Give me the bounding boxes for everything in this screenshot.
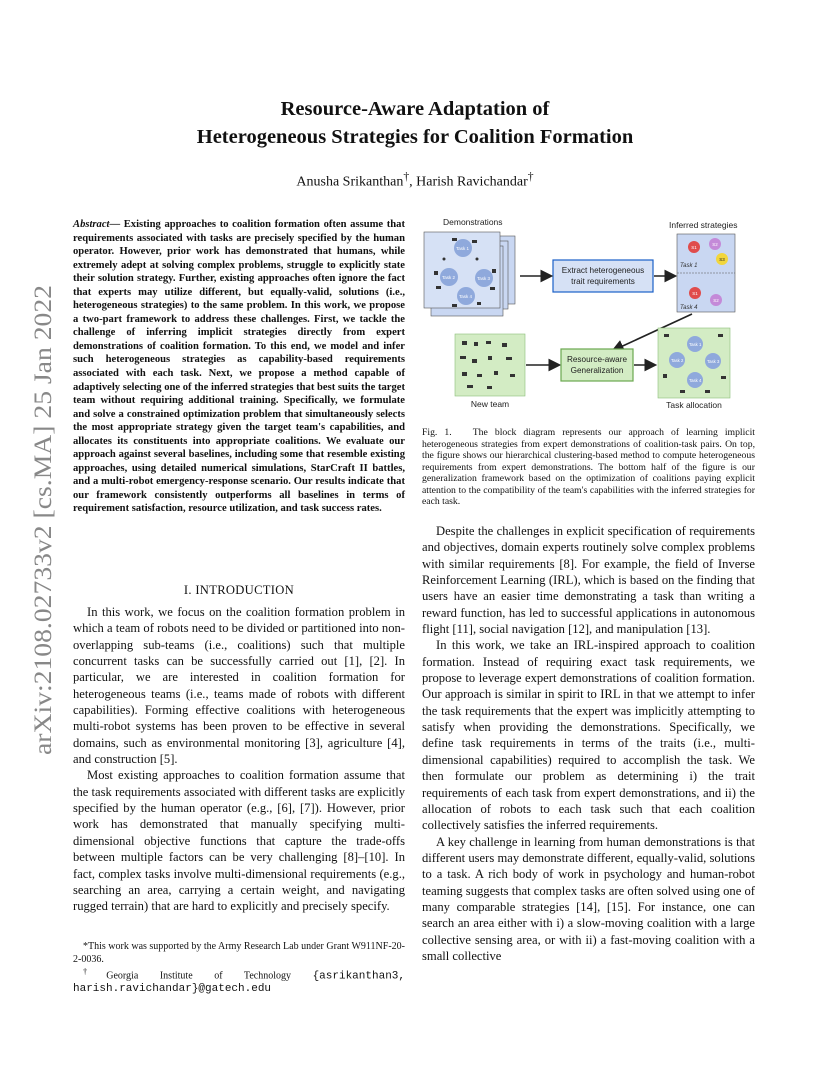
intro-paragraph-1: In this work, we focus on the coalition formation problem in which a team of robots need to be divided or partitioned into non-overlapping sub-teams (i.e., coalitions) such that multiple concurrent tasks can be successfully carried out [1], [2]. In particular, we are interested in coalition formation for heterogeneous teams (i.e., teams made of robots with different capabilities). Forming effective coalitions with heterogeneous multi-robot systems has been proven to be effective in several domains, such as environmental monitoring [3], agriculture [4], and construction [5].	[73, 605, 405, 767]
introduction-left	[73, 604, 405, 915]
svg-text:S1: S1	[691, 245, 697, 250]
authors: Anusha Srikanthan†, Harish Ravichandar†	[296, 170, 534, 190]
extract-line-1: Extract heterogeneous	[561, 266, 645, 275]
abstract-text: — Existing approaches to coalition formation often assume that requirements associated with tasks are precisely specified by the human operator. However, prior work has demonstrated that humans, while extremely adept at solving complex problems, struggle to explicitly state their solution strategy. Further, existing approaches often ignore the fact that experts may utilize different, but equally-valid, solutions (i.e., heterogeneous strategies) to the same problem. In this work, we propose a two-part framework to address these challenges. First, we tackle the challenge of inferring implicit strategies directly from expert demonstrations of coalition formation. To this end, we model and infer such heterogeneous strategies as capability-based requirements associated with each task. Next, we propose a method capable of adaptively selecting one of the inferred strategies that best suits the target team without requiring additional training. Specifically, we formulate and solve a constrained optimization problem that simultaneously selects the most appropriate strategy given the target team's capabilities, and allocates its constituents into appropriate coalitions. We evaluate our approach against several baselines, including some that resemble existing approaches, using detailed numerical simulations, StarCraft II battles, and a multi-robot emergency-response scenario. Our results indicate that our framework consistently outperforms all baselines in terms of requirement satisfaction, resource utilization, and task success rates.	[73, 219, 405, 515]
email-line-1: {asrikanthan3,	[312, 970, 405, 983]
abstract	[73, 218, 405, 516]
footnote-funding: *This work was supported by the Army Research Lab under Grant W911NF-20-2-0036.	[73, 941, 405, 965]
footnotes	[73, 941, 405, 996]
svg-text:S3: S3	[719, 257, 725, 262]
dagger-2: †	[527, 170, 534, 183]
arxiv-id: arXiv:2108.02733v2 [cs.MA] 25 Jan 2022	[28, 321, 57, 755]
demo-stack	[424, 232, 515, 316]
figure-caption	[422, 427, 755, 508]
label-inferred-strategies: Inferred strategies	[669, 220, 738, 230]
dagger-1: †	[403, 170, 410, 183]
right-paragraph-3: A key challenge in learning from human demonstrations is that different users may demonstrate different, equally-valid, solutions to a task. A rich body of work in psychology and human-robot teaming suggests that complex tasks are often solved using one of many comparable strategies [14], [15]. For instance, one can search an area either with i) a slow-moving coalition with a large collective sensing area, or with ii) a fast-moving coalition with a small collective	[422, 834, 755, 963]
right-paragraph-2: In this work, we take an IRL-inspired approach to coalition formation. Instead of requiring exact task requirements, we propose to leverage expert demonstrations of coalition formation. Our approach is similar in spirit to IRL in that we attempt to infer the task requirements that the expert was implicitly attempting to satisfy when providing the demonstrations. Specifically, we define task requirements in terms of the traits (i.e., multi-dimensional capabilities) required to accomplish the task. We then formulate our problem as determining i) the trait requirements of each task from expert demonstrations, and ii) the allocation of robots to each task such that each coalition collectively satisfies the inferred requirements.	[422, 638, 755, 833]
svg-text:Task 1: Task 1	[456, 246, 470, 251]
arxiv-watermark	[20, 285, 62, 755]
figure-1	[422, 214, 755, 412]
resource-line-1: Resource-aware	[566, 355, 628, 364]
svg-text:Task 4: Task 4	[689, 378, 702, 383]
author-1: Anusha Srikanthan	[296, 174, 404, 190]
intro-paragraph-2: Most existing approaches to coalition formation assume that the task requirements associated with different tasks are explicitly specified by the human operator (e.g., [6], [7]). However, prior work has demonstrated that manually specifying multi-dimensional objective functions that capture the trade-offs between multiple factors can be very challenging [8]–[10]. In fact, complex tasks involve multi-dimensional requirements (e.g., searching an area, carrying a certain weight, and navigating rugged terrain) that are hard to explicitly and precisely specify.	[73, 768, 405, 914]
label-new-team: New team	[470, 399, 510, 409]
svg-text:Task 4: Task 4	[459, 294, 473, 299]
inferred-strategies-panel	[677, 234, 735, 312]
svg-text:S1: S1	[692, 291, 698, 296]
section-heading-introduction: I. INTRODUCTION	[183, 583, 295, 597]
task-allocation-panel	[658, 328, 730, 398]
label-task-allocation: Task allocation	[666, 400, 722, 410]
strategy-task-4-label: Task 4	[680, 305, 698, 311]
caption-label: Fig. 1.	[422, 427, 452, 438]
right-paragraph-1: Despite the challenges in explicit specification of requirements and objectives, domain experts routinely solve complex problems with similar requirements [8]. For example, the field of Inverse Reinforcement Learning (IRL), which is based on the finding that users have an easier time demonstrating a task than writing a reward function, has led to successful applications in autonomous flight [11], social navigation [12], and manipulation [13].	[422, 524, 755, 637]
label-demonstrations: Demonstrations	[443, 217, 503, 227]
email-line-2: harish.ravichandar}@gatech.edu	[73, 983, 272, 996]
svg-text:S2: S2	[712, 242, 718, 247]
new-team-panel	[455, 334, 525, 396]
caption-text: The block diagram represents our approach of learning implicit heterogeneous strategies from expert demonstrations of coalition-task pairs. On top, the figure shows our hierarchical clustering-based method to compute heterogeneous requirements from expert demonstrations. The bottom half of the figure is our generalization framework based on the optimization of coalitions paying explicit attention to the compatibility of the team's capabilities with the inferred strategies for each task.	[422, 427, 755, 508]
author-2: Harish Ravichandar	[416, 174, 528, 190]
title-line-2: Heterogeneous Strategies for Coalition Formation	[196, 126, 634, 148]
svg-text:Task 2: Task 2	[671, 358, 684, 363]
strategy-task-1-label: Task 1	[680, 263, 698, 269]
introduction-right	[422, 523, 755, 964]
svg-text:Task 1: Task 1	[689, 342, 702, 347]
title-line-1: Resource-Aware Adaptation of	[280, 98, 550, 120]
svg-text:Task 3: Task 3	[477, 276, 491, 281]
svg-text:Task 3: Task 3	[707, 359, 720, 364]
extract-line-2: trait requirements	[571, 277, 635, 286]
extract-box	[553, 260, 653, 292]
footnote-affiliation: †Georgia Institute of Technology {asrikanthan3, harish.ravichandar}@gatech.edu	[73, 967, 405, 996]
resource-line-2: Generalization	[570, 366, 624, 375]
paper-title	[100, 95, 730, 151]
abstract-label: Abstract	[73, 219, 110, 230]
svg-text:S2: S2	[713, 298, 719, 303]
resource-box	[561, 349, 633, 381]
svg-text:Task 2: Task 2	[442, 275, 456, 280]
